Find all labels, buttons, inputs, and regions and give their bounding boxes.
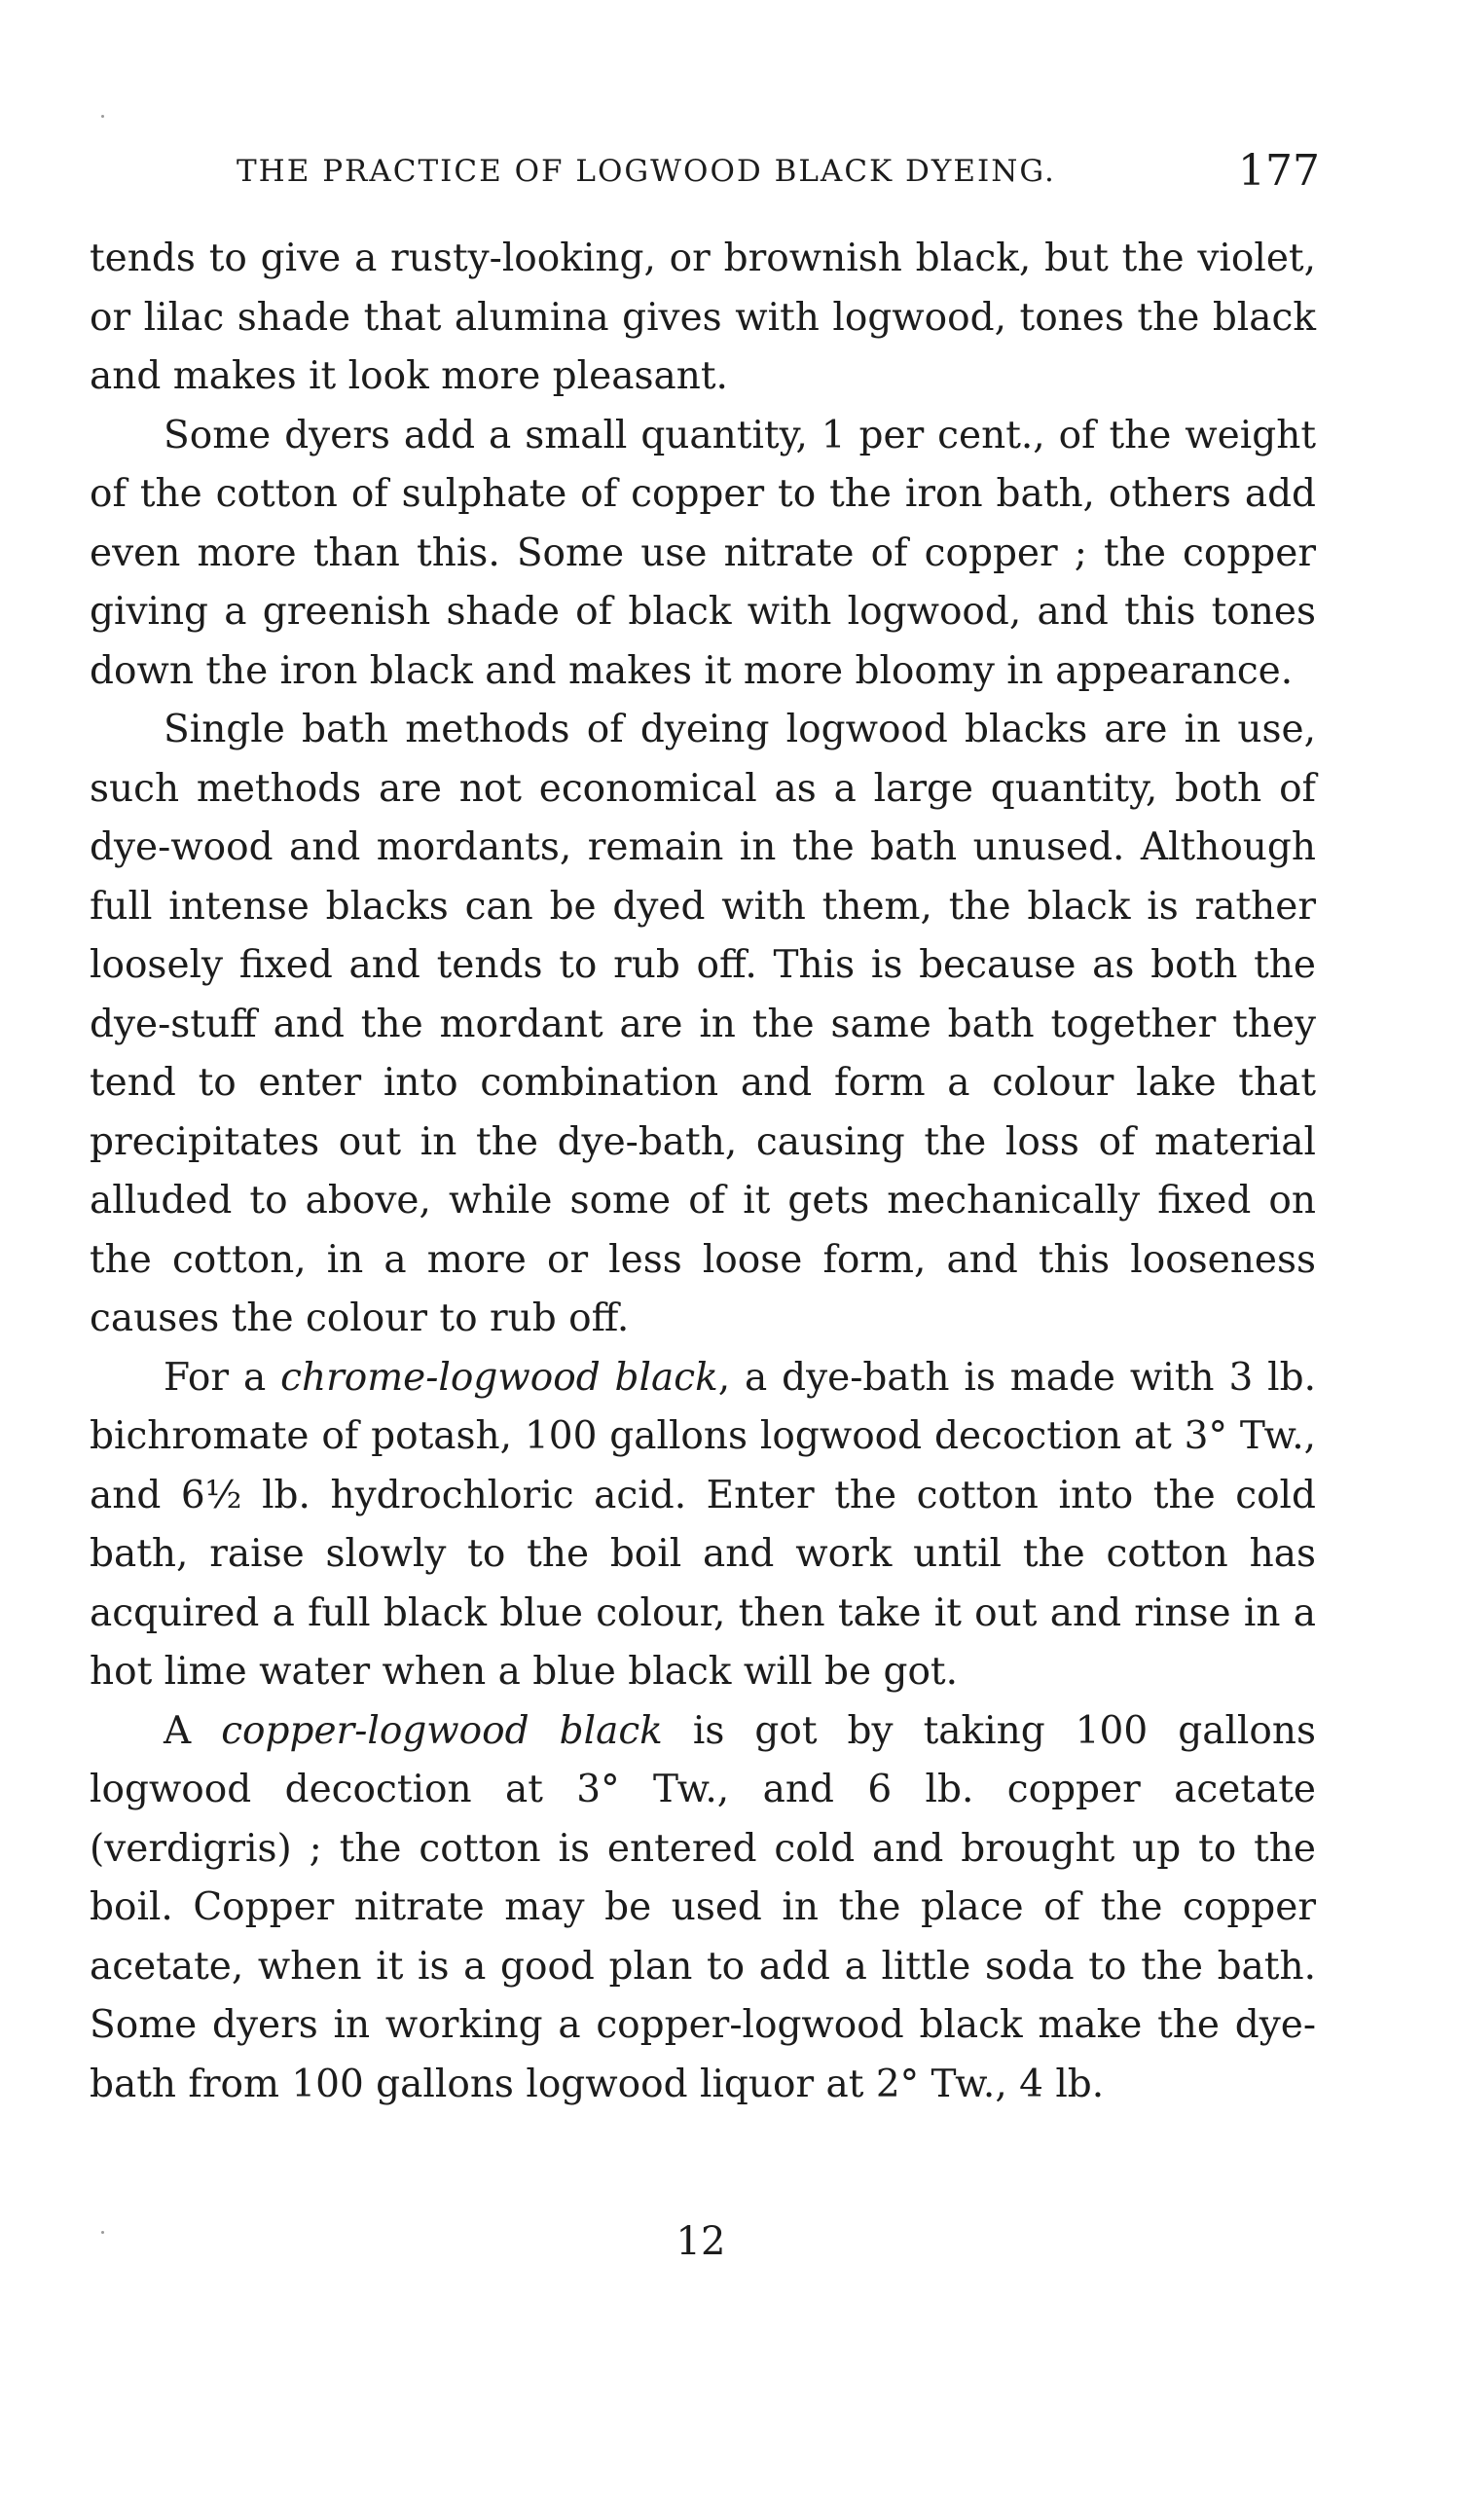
paragraph-1 — [90, 230, 1316, 407]
print-speck — [101, 115, 104, 118]
text-run: A — [164, 1708, 222, 1753]
text-run: Some dyers add a small quantity, 1 per cent., of the weight of the cotton of sulphate of copper to the iron bath, others add even more than this. Some use nitrate of copper ; the copper giving a greenish shade of black with logwood, and this tones down the iron black and makes it more bloomy in appearance. — [90, 413, 1316, 693]
text-run: Single bath methods of dyeing logwood blacks are in use, such methods are not economical as a large quantity, both of dye-wood and mordants, remain in the bath unused. Although full intense blacks can be dyed with them, the black is rather loosely fixed and tends to rub off. This is because as both the dye-stuff and the mordant are in the same bath together they tend to enter into combination and form a colour lake that precipitates out in the dye-bath, causing the loss of material alluded to above, while some of it gets mechanically fixed on the cotton, in a more or less loose form, and this looseness causes the colour to rub off. — [90, 708, 1316, 1340]
paragraph-5 — [90, 1702, 1316, 2115]
body-text — [90, 230, 1316, 2114]
signature-mark: 12 — [675, 2219, 726, 2264]
italic-term: copper-logwood black — [221, 1708, 663, 1753]
paragraph-2 — [90, 407, 1316, 702]
paragraph-3 — [90, 701, 1316, 1349]
text-run: For a — [164, 1355, 281, 1400]
page-number: 177 — [1238, 146, 1320, 196]
running-title: THE PRACTICE OF LOGWOOD BLACK DYEING. — [237, 154, 1056, 189]
text-run: is got by taking 100 gallons logwood decoction at 3° Tw., and 6 lb. copper acetate (verdigris) ; the cotton is entered cold and brought up to the boil. Copper nitrate may be used in the place of the copper acetate, when it is a good plan to add a little soda to the bath. Some dyers in working a copper-logwood black make the dye-bath from 100 gallons logwood liquor at 2° Tw., 4 lb. — [90, 1708, 1317, 2106]
text-run: tends to give a rusty-looking, or brownish black, but the violet, or lilac shade that alumina gives with logwood, tones the black and makes it look more pleasant. — [90, 237, 1316, 398]
running-head — [0, 146, 1460, 204]
print-speck — [101, 2231, 104, 2234]
paragraph-4 — [90, 1349, 1316, 1702]
italic-term: chrome-logwood black — [280, 1355, 718, 1400]
text-run: , a dye-bath is made with 3 lb. bichromate of potash, 100 gallons logwood decoction at 3° Tw., and 6½ lb. hydrochloric acid. Enter the cotton into the cold bath, raise slowly to the boil and work until the cotton has acquired a full black blue colour, then take it out and rinse in a hot lime water when a blue black will be got. — [90, 1355, 1316, 1694]
